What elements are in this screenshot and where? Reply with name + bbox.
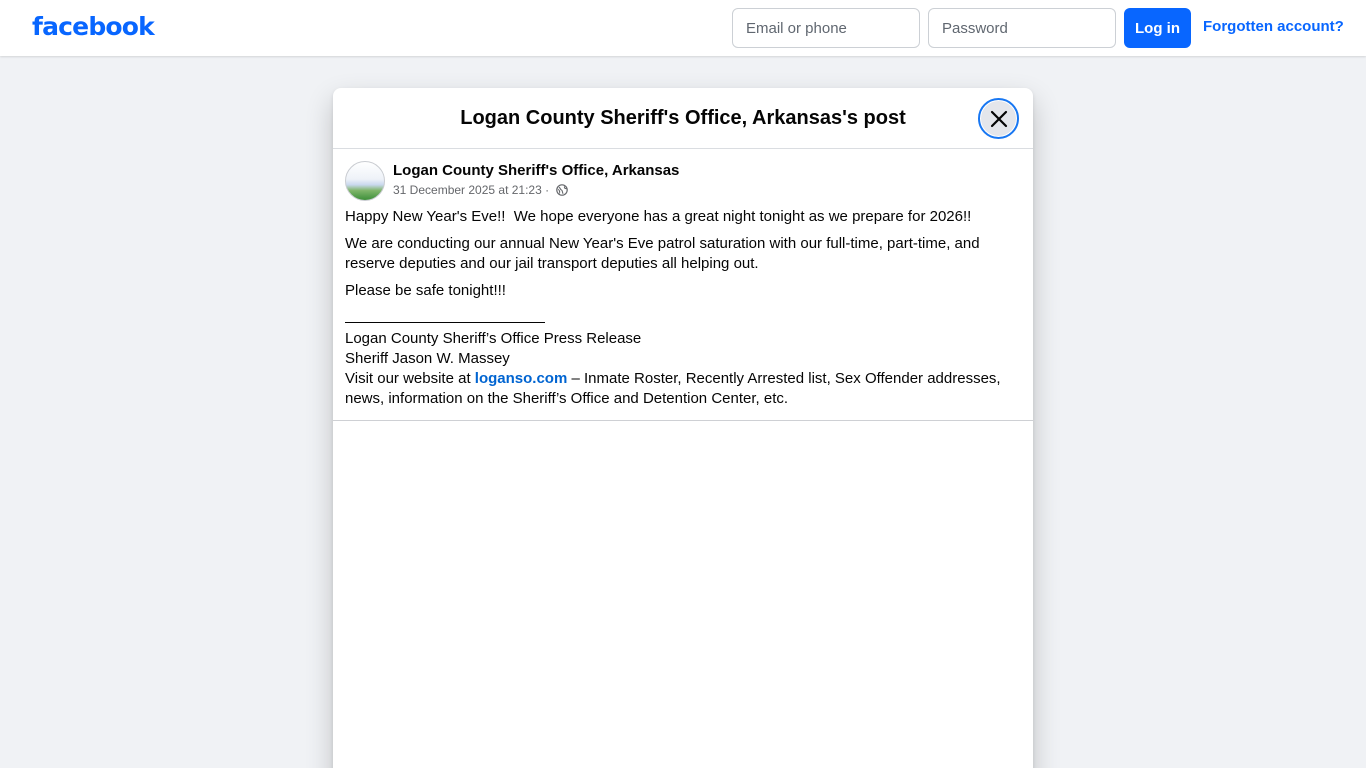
modal-header [333,88,1033,149]
author-name[interactable]: Logan County Sheriff's Office, Arkansas [393,162,680,179]
post-modal [333,88,1033,768]
sheriff-name-line: Sheriff Jason W. Massey [345,350,510,367]
password-input[interactable] [928,8,1116,48]
post-header [345,161,1005,201]
avatar[interactable] [345,161,385,201]
login-button[interactable]: Log in [1124,8,1191,48]
meta-separator: · [541,183,553,197]
website-line [345,369,1005,409]
top-bar [0,0,1366,56]
post-paragraph: We are conducting our annual New Year's Eve patrol saturation with our full-time, part-time, and reserve deputies and our jail transport deputies all helping out. [345,235,980,272]
website-suffix: – Inmate Roster, Recently Arrested list, Sex Offender addresses, news, information on the Sheriff’s Office and Detention Center, etc. [345,370,1001,407]
email-input[interactable] [732,8,920,48]
forgotten-account-link[interactable]: Forgotten account? [1203,18,1344,35]
close-icon [990,110,1008,128]
post-paragraph: Please be safe tonight!!! [345,282,506,299]
website-link[interactable]: loganso.com [474,370,568,387]
website-prefix: Visit our website at [345,370,475,387]
signature-divider [345,313,545,323]
post-meta [393,183,568,197]
modal-title: Logan County Sheriff's Office, Arkansas's post [460,107,906,129]
post-paragraph: Happy New Year's Eve!! We hope everyone has a great night tonight as we prepare for 2026!! [345,208,972,225]
post-divider [333,420,1033,421]
post-timestamp[interactable]: 31 December 2025 at 21:23 [393,183,542,197]
post-body [345,207,1005,409]
facebook-logo[interactable]: facebook [32,12,154,41]
close-button[interactable] [978,98,1019,139]
press-release-line: Logan County Sheriff’s Office Press Release [345,330,642,347]
globe-icon [556,184,568,196]
signature-block [345,329,1005,409]
